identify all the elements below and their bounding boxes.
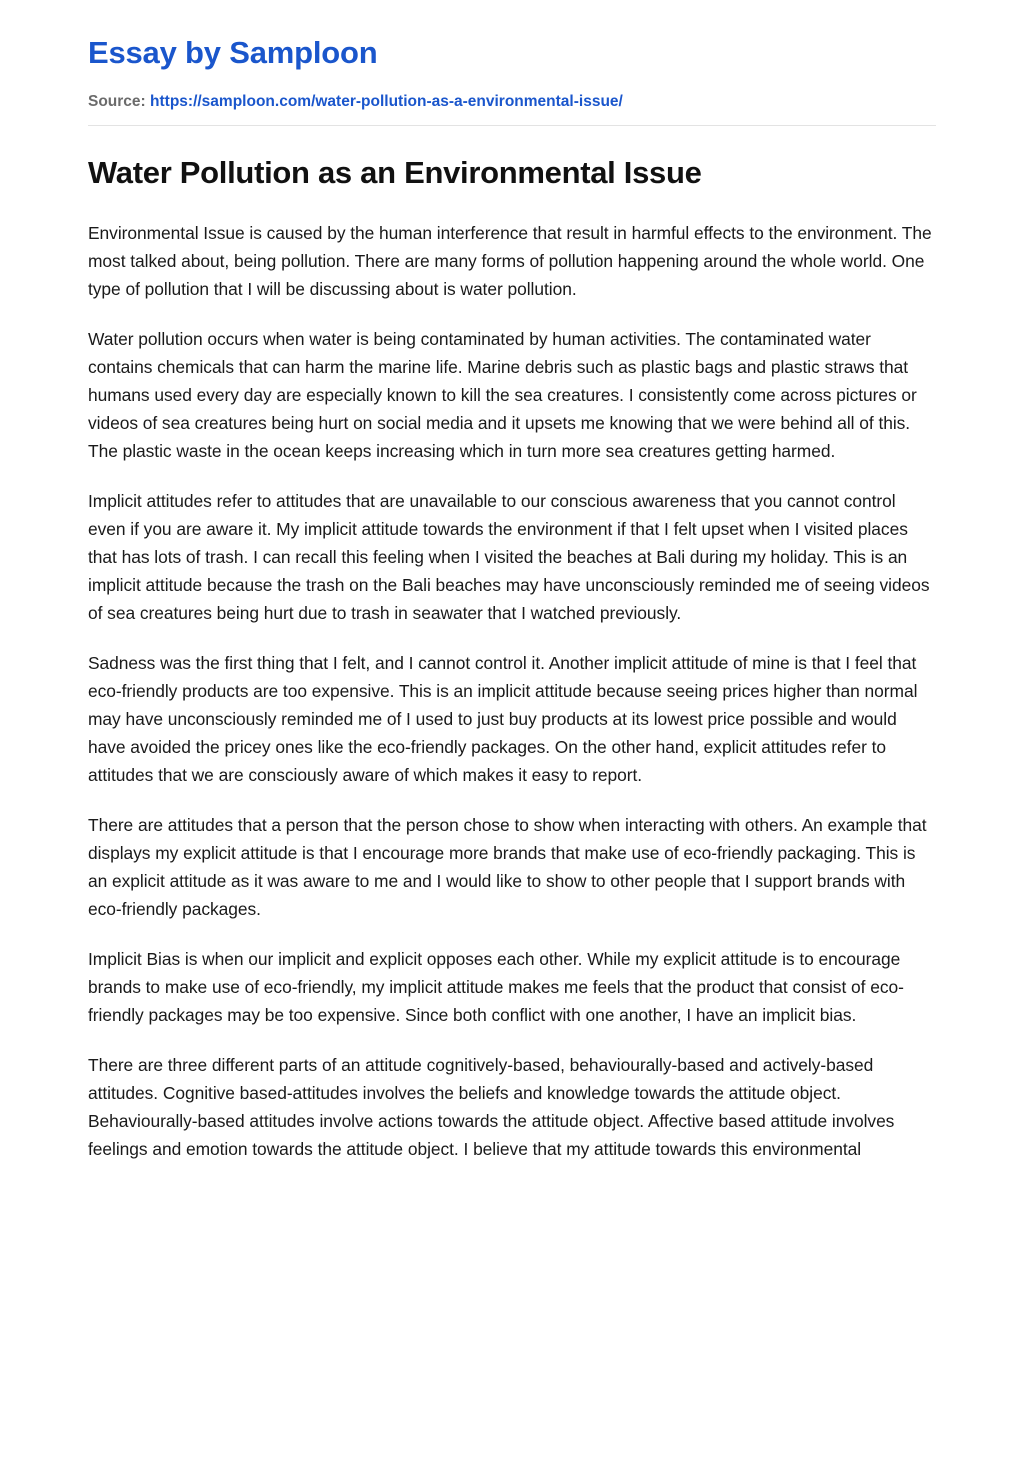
site-brand-logo[interactable]: Essay by Samploon bbox=[88, 35, 378, 70]
page-title: Water Pollution as an Environmental Issue bbox=[88, 154, 702, 190]
paragraph: Water pollution occurs when water is being contaminated by human activities. The contaminated water contains chemicals that can harm the marine life. Marine debris such as plastic bags and plastic straws that humans used every day are especially known to kill the sea creatures. I consistently come across pictures or videos of sea creatures being hurt on social media and it upsets me knowing that we were behind all of this. The plastic waste in the ocean keeps increasing which in turn more sea creatures getting harmed. bbox=[88, 328, 917, 461]
source-url-link[interactable]: https://samploon.com/water-pollution-as-a-environmental-issue/ bbox=[150, 93, 623, 111]
essay-body bbox=[88, 219, 936, 1163]
site-header bbox=[88, 0, 936, 126]
paragraph: Environmental Issue is caused by the human interference that result in harmful effects to the environment. The most talked about, being pollution. There are many forms of pollution happening around the whole world. One type of pollution that I will be discussing about is water pollution. bbox=[88, 222, 932, 299]
paragraph: There are attitudes that a person that the person chose to show when interacting with others. An example that displays my explicit attitude is that I encourage more brands that make use of eco-friendly packaging. This is an explicit attitude as it was aware to me and I would like to show to other people that I support brands with eco-friendly packages. bbox=[88, 814, 927, 919]
paragraph: Implicit Bias is when our implicit and explicit opposes each other. While my explicit attitude is to encourage brands to make use of eco-friendly, my implicit attitude makes me feels that the product that consist of eco-friendly packages may be too expensive. Since both conflict with one another, I have an implicit bias. bbox=[88, 948, 904, 1025]
header-divider bbox=[88, 125, 936, 126]
source-line bbox=[88, 91, 936, 113]
paragraph: Implicit attitudes refer to attitudes that are unavailable to our conscious awareness that you cannot control even if you are aware it. My implicit attitude towards the environment if that I felt upset when I visited places that has lots of trash. I can recall this feeling when I visited the beaches at Bali during my holiday. This is an implicit attitude because the trash on the Bali beaches may have unconsciously reminded me of seeing videos of sea creatures being hurt due to trash in seawater that I watched previously. bbox=[88, 490, 930, 623]
paragraph: There are three different parts of an attitude cognitively-based, behaviourally-based and actively-based attitudes. Cognitive based-attitudes involves the beliefs and knowledge towards the attitude object. Behaviourally-based attitudes involve actions towards the attitude object. Affective based attitude involves feelings and emotion towards the attitude object. I believe that my attitude towards this environmental bbox=[88, 1054, 895, 1159]
paragraph: Sadness was the first thing that I felt, and I cannot control it. Another implicit attitude of mine is that I feel that eco-friendly products are too expensive. This is an implicit attitude because seeing prices higher than normal may have unconsciously reminded me of I used to just buy products at its lowest price possible and would have avoided the pricey ones like the eco-friendly packages. On the other hand, explicit attitudes refer to attitudes that we are consciously aware of which makes it easy to report. bbox=[88, 652, 918, 785]
source-label: Source: bbox=[88, 93, 146, 111]
